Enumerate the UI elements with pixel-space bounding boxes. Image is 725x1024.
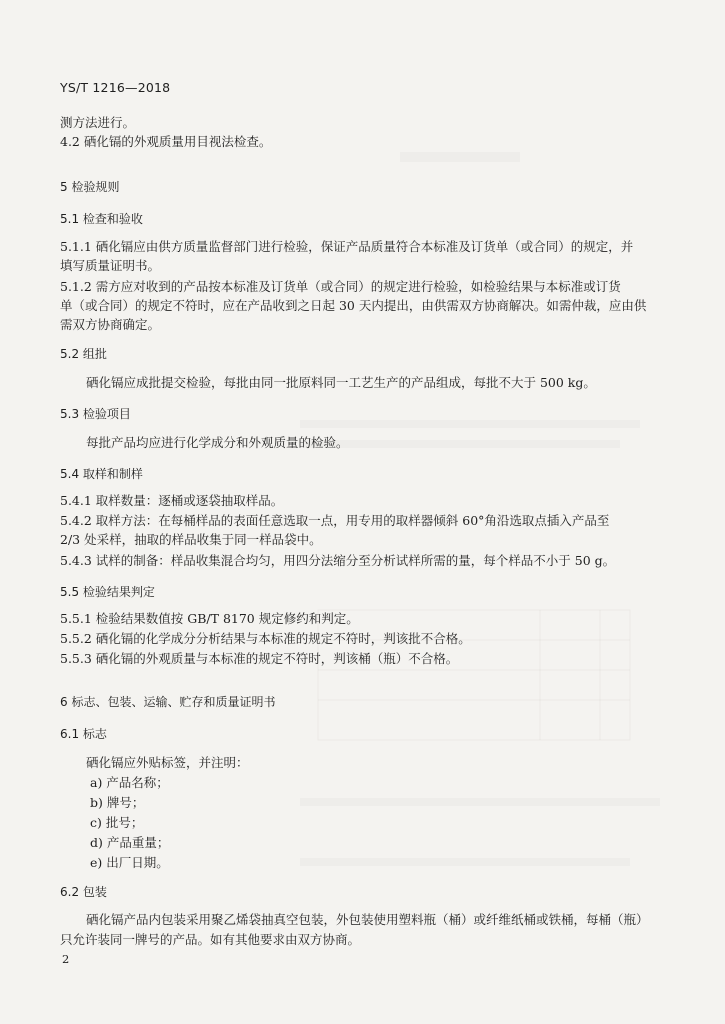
- page-number: 2: [62, 952, 70, 966]
- subsection-heading-5-5: 5.5 检验结果判定: [60, 585, 155, 599]
- clause-5-5-2: 5.5.2 硒化镉的化学成分分析结果与本标准的规定不符时，判该批不合格。: [60, 631, 471, 646]
- section-heading-6: 6 标志、包装、运输、贮存和质量证明书: [60, 695, 276, 709]
- clause-4-2: 4.2 硒化镉的外观质量用目视法检查。: [60, 134, 272, 149]
- section-heading-5: 5 检验规则: [60, 180, 120, 194]
- clause-5-1-2-cont: 单（或合同）的规定不符时，应在产品收到之日起 30 天内提出，由供需双方协商解决。如需仲裁，应由供: [60, 298, 647, 313]
- list-item: d) 产品重量；: [90, 835, 170, 850]
- body-paragraph: 硒化镉应外贴标签，并注明：: [86, 755, 249, 770]
- clause-5-4-1: 5.4.1 取样数量：逐桶或逐袋抽取样品。: [60, 493, 284, 508]
- clause-5-1-2-cont: 需双方协商确定。: [60, 317, 161, 332]
- subsection-heading-5-4: 5.4 取样和制样: [60, 467, 143, 481]
- subsection-heading-5-1: 5.1 检查和验收: [60, 212, 143, 226]
- document-code: YS/T 1216—2018: [60, 80, 171, 95]
- clause-5-1-1: 5.1.1 硒化镉应由供方质量监督部门进行检验，保证产品质量符合本标准及订货单（或合同）的规定，并: [60, 239, 634, 254]
- clause-5-5-3: 5.5.3 硒化镉的外观质量与本标准的规定不符时，判该桶（瓶）不合格。: [60, 651, 459, 666]
- clause-5-5-1: 5.5.1 检验结果数值按 GB/T 8170 规定修约和判定。: [60, 611, 359, 626]
- body-paragraph: 每批产品均应进行化学成分和外观质量的检验。: [86, 435, 349, 450]
- list-item: c) 批号；: [90, 815, 144, 830]
- subsection-heading-6-2: 6.2 包装: [60, 885, 107, 899]
- list-item: a) 产品名称；: [90, 775, 169, 790]
- clause-5-4-2: 5.4.2 取样方法：在每桶样品的表面任意选取一点，用专用的取样器倾斜 60°角沿选取点插入产品至: [60, 513, 610, 528]
- list-item: e) 出厂日期。: [90, 855, 169, 870]
- subsection-heading-5-3: 5.3 检验项目: [60, 407, 131, 421]
- clause-5-1-2: 5.1.2 需方应对收到的产品按本标准及订货单（或合同）的规定进行检验，如检验结果与本标准或订货: [60, 279, 621, 294]
- body-line: 测方法进行。: [60, 115, 136, 130]
- body-paragraph-cont: 只允许装同一牌号的产品。如有其他要求由双方协商。: [60, 932, 361, 947]
- subsection-heading-6-1: 6.1 标志: [60, 727, 107, 741]
- body-paragraph: 硒化镉产品内包装采用聚乙烯袋抽真空包装，外包装使用塑料瓶（桶）或纤维纸桶或铁桶，每桶（瓶）: [86, 912, 649, 927]
- clause-5-4-2-cont: 2/3 处采样，抽取的样品收集于同一样品袋中。: [60, 532, 322, 547]
- subsection-heading-5-2: 5.2 组批: [60, 347, 107, 361]
- clause-5-4-3: 5.4.3 试样的制备：样品收集混合均匀，用四分法缩分至分析试样所需的量，每个样品不小于 50 g。: [60, 553, 616, 568]
- clause-5-1-1-cont: 填写质量证明书。: [60, 258, 161, 273]
- list-item: b) 牌号；: [90, 795, 145, 810]
- body-paragraph: 硒化镉应成批提交检验，每批由同一批原料同一工艺生产的产品组成，每批不大于 500 kg。: [86, 375, 596, 390]
